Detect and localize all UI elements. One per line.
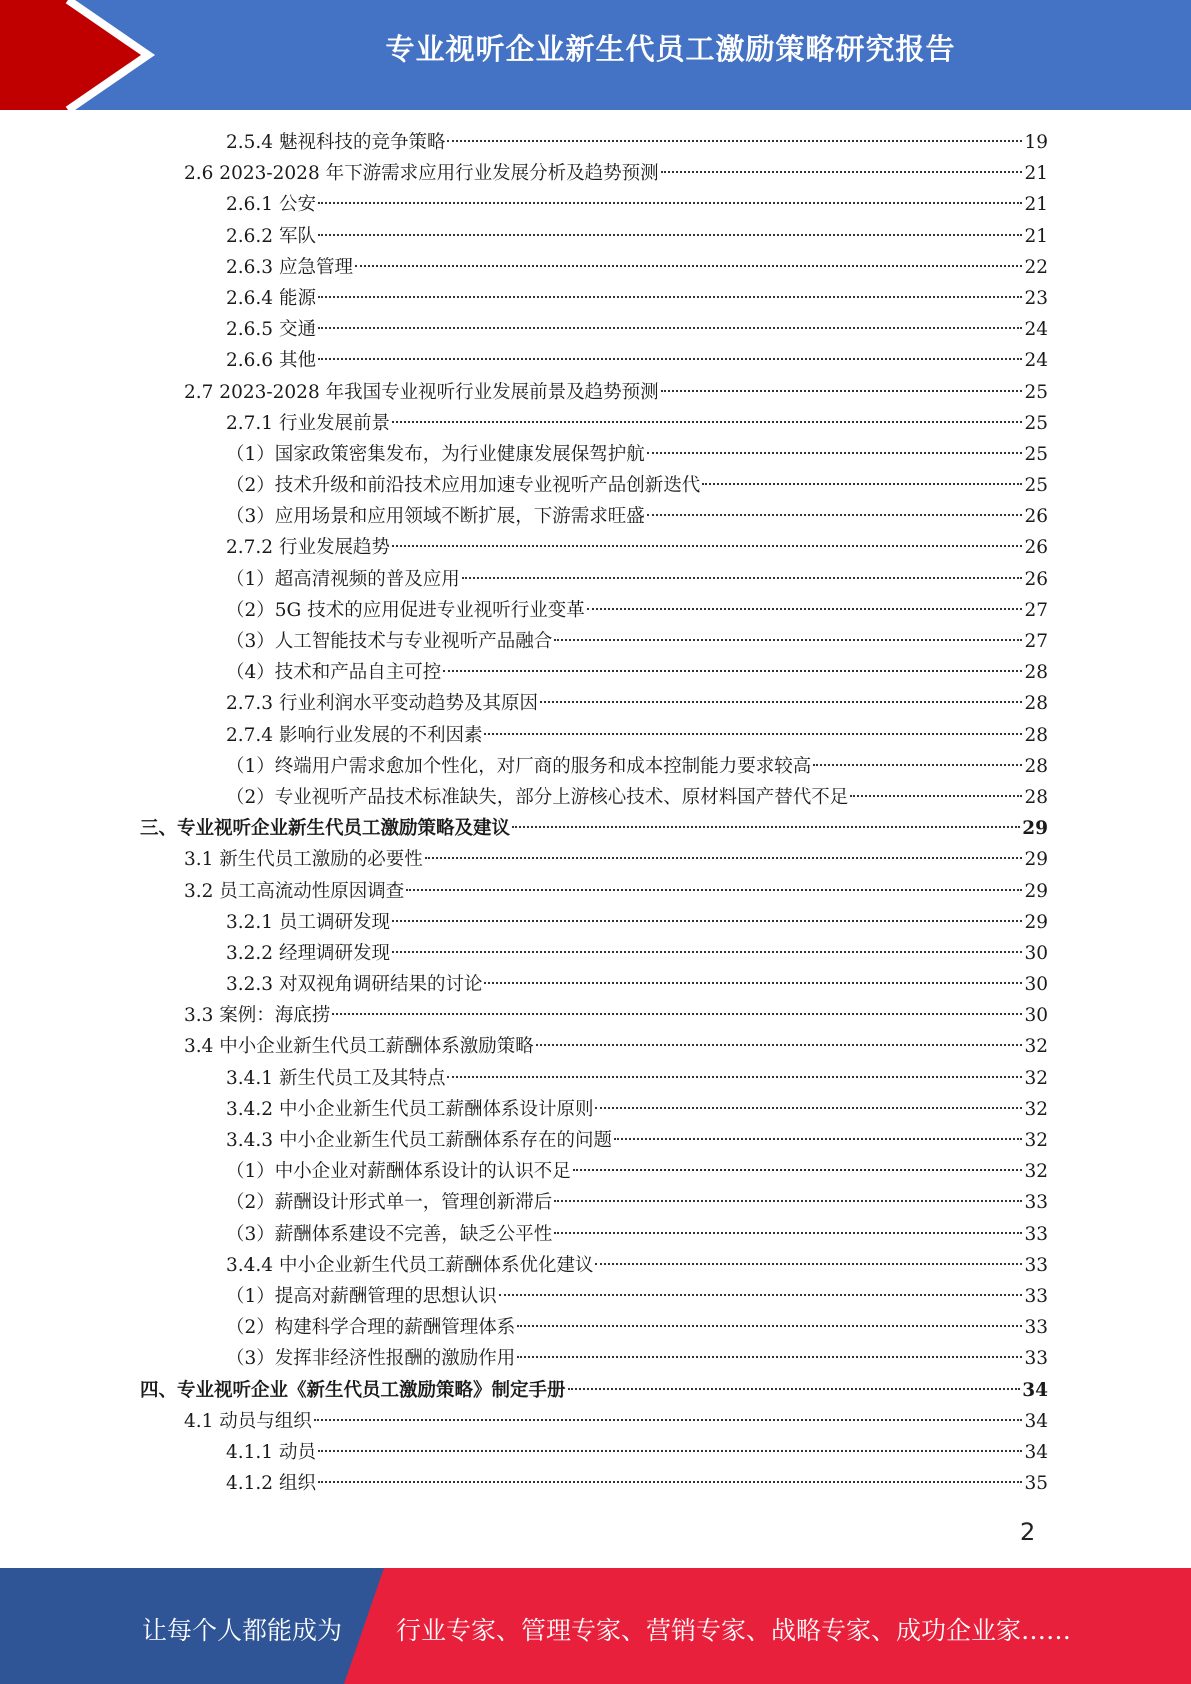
toc-entry[interactable] [140, 844, 1048, 875]
toc-entry-label: 3.4.2 中小企业新生代员工薪酬体系设计原则 [226, 1098, 594, 1120]
toc-entry-label: 三、专业视听企业新生代员工激励策略及建议 [140, 818, 511, 840]
toc-entry-label: 4.1 动员与组织 [184, 1410, 312, 1432]
report-title: 专业视听企业新生代员工激励策略研究报告 [385, 32, 956, 66]
toc-dot-leader [318, 1450, 1023, 1452]
toc-entry-page: 26 [1024, 537, 1048, 559]
toc-entry-label: 2.6.1 公安 [226, 194, 316, 216]
toc-entry-label: 3.3 案例：海底捞 [184, 1005, 331, 1027]
toc-entry-label: （2）薪酬设计形式单一，管理创新滞后 [226, 1192, 553, 1214]
toc-entry-page: 27 [1024, 631, 1048, 652]
toc-dot-leader [318, 202, 1023, 204]
toc-dot-leader [484, 733, 1022, 735]
toc-entry-page: 34 [1022, 1379, 1048, 1401]
toc-dot-leader [447, 1076, 1022, 1078]
toc-entry-page: 32 [1024, 1067, 1048, 1089]
toc-dot-leader [318, 358, 1023, 360]
toc-entry-page: 21 [1024, 225, 1048, 247]
toc-dot-leader [661, 390, 1023, 392]
toc-entry[interactable] [140, 1343, 1048, 1374]
toc-entry-label: （4）技术和产品自主可控 [226, 662, 442, 684]
toc-entry-label: （1）超高清视频的普及应用 [226, 568, 460, 590]
toc-entry-label: 3.2 员工高流动性原因调查 [184, 880, 405, 902]
toc-entry-label: 3.4.4 中小企业新生代员工薪酬体系优化建议 [226, 1254, 594, 1276]
toc-dot-leader [702, 483, 1022, 485]
toc-entry-page: 21 [1024, 194, 1048, 216]
toc-entry-page: 33 [1024, 1254, 1048, 1276]
toc-entry-label: （3）发挥非经济性报酬的激励作用 [226, 1348, 516, 1370]
toc-entry-page: 32 [1024, 1161, 1048, 1183]
toc-entry-page: 32 [1024, 1098, 1048, 1120]
toc-entry-page: 25 [1024, 381, 1048, 403]
toc-entry[interactable] [140, 626, 1048, 657]
toc-dot-leader [850, 795, 1022, 797]
toc-entry[interactable] [140, 377, 1048, 408]
toc-dot-leader [595, 1263, 1022, 1265]
toc-dot-leader [318, 1481, 1023, 1483]
toc-entry-label: 2.7.1 行业发展前景 [226, 412, 390, 434]
toc-entry[interactable] [140, 1250, 1048, 1281]
toc-entry-label: （1）提高对薪酬管理的思想认识 [226, 1285, 497, 1307]
toc-entry-label: 2.6.3 应急管理 [226, 256, 353, 278]
toc-entry-page: 26 [1024, 568, 1048, 590]
toc-entry[interactable] [140, 876, 1048, 907]
toc-entry-page: 28 [1024, 724, 1048, 746]
toc-entry[interactable] [140, 501, 1048, 532]
toc-entry-page: 22 [1024, 256, 1048, 278]
toc-entry[interactable] [140, 1281, 1048, 1312]
toc-entry[interactable] [140, 127, 1048, 158]
toc-entry-label: （2）构建科学合理的薪酬管理体系 [226, 1317, 516, 1339]
toc-entry[interactable] [140, 595, 1048, 626]
toc-entry-page: 21 [1024, 163, 1048, 185]
toc-entry-label: 2.6.5 交通 [226, 319, 316, 341]
toc-dot-leader [447, 140, 1022, 142]
toc-entry-page: 34 [1024, 1410, 1048, 1432]
toc-entry-page: 33 [1024, 1192, 1048, 1214]
toc-entry-page: 23 [1024, 287, 1048, 309]
toc-entry-page: 25 [1024, 412, 1048, 434]
toc-entry[interactable] [140, 1406, 1048, 1437]
toc-dot-leader [573, 1169, 1023, 1171]
toc-entry-page: 32 [1024, 1130, 1048, 1151]
toc-entry-label: （3）应用场景和应用领域不断扩展，下游需求旺盛 [226, 506, 645, 528]
toc-entry[interactable] [140, 751, 1048, 782]
toc-entry-label: 4.1.2 组织 [226, 1473, 316, 1495]
toc-entry-label: 2.7.3 行业利润水平变动趋势及其原因 [226, 693, 538, 715]
toc-entry-label: （1）国家政策密集发布，为行业健康发展保驾护航 [226, 443, 645, 465]
toc-entry-page: 29 [1024, 849, 1048, 871]
toc-entry-label: （2）技术升级和前沿技术应用加速专业视听产品创新迭代 [226, 475, 701, 497]
toc-entry-page: 30 [1024, 942, 1048, 964]
toc-entry-page: 30 [1024, 974, 1048, 996]
toc-entry[interactable] [140, 345, 1048, 376]
toc-entry-page: 25 [1024, 443, 1048, 465]
toc-entry[interactable] [140, 1031, 1048, 1062]
toc-entry[interactable] [140, 221, 1048, 252]
toc-entry-label: 3.2.1 员工调研发现 [226, 911, 390, 933]
toc-entry-label: 2.6.6 其他 [226, 350, 316, 372]
toc-entry-label: 2.6.4 能源 [226, 287, 316, 309]
toc-entry[interactable] [140, 470, 1048, 501]
toc-entry-page: 29 [1024, 911, 1048, 933]
toc-entry[interactable] [140, 1000, 1048, 1031]
toc-entry[interactable] [140, 1094, 1048, 1125]
toc-entry-page: 32 [1024, 1036, 1048, 1058]
toc-entry-page: 25 [1024, 475, 1048, 497]
toc-entry-label: 3.4.3 中小企业新生代员工薪酬体系存在的问题 [226, 1130, 612, 1151]
toc-entry[interactable] [140, 720, 1048, 751]
toc-entry[interactable] [140, 1187, 1048, 1218]
toc-entry[interactable] [140, 1437, 1048, 1468]
toc-entry[interactable] [140, 1375, 1048, 1406]
toc-dot-leader [587, 608, 1023, 610]
toc-entry[interactable] [140, 408, 1048, 439]
toc-dot-leader [392, 421, 1022, 423]
page-header [0, 0, 1191, 110]
toc-entry-label: 3.2.2 经理调研发现 [226, 942, 390, 964]
toc-dot-leader [517, 1356, 1022, 1358]
toc-entry[interactable] [140, 1219, 1048, 1250]
toc-entry[interactable] [140, 938, 1048, 969]
toc-entry-page: 33 [1024, 1285, 1048, 1307]
toc-entry[interactable] [140, 1468, 1048, 1499]
toc-dot-leader [314, 1419, 1023, 1421]
toc-entry-label: 2.7.2 行业发展趋势 [226, 537, 390, 559]
toc-entry-label: 4.1.1 动员 [226, 1441, 316, 1463]
table-of-contents [140, 127, 1048, 1499]
toc-dot-leader [540, 701, 1022, 703]
toc-entry-page: 34 [1024, 1441, 1048, 1463]
toc-dot-leader [661, 171, 1023, 173]
toc-entry-label: 3.4 中小企业新生代员工薪酬体系激励策略 [184, 1036, 534, 1058]
toc-entry-label: 3.4.1 新生代员工及其特点 [226, 1067, 446, 1089]
toc-dot-leader [462, 577, 1023, 579]
toc-entry[interactable] [140, 813, 1048, 844]
toc-entry-page: 33 [1024, 1223, 1048, 1245]
toc-entry[interactable] [140, 969, 1048, 1000]
page-footer [0, 1568, 1191, 1684]
toc-entry[interactable] [140, 688, 1048, 719]
red-arrow-icon [0, 0, 160, 110]
toc-entry-label: （2）5G 技术的应用促进专业视听行业变革 [226, 599, 585, 621]
toc-entry[interactable] [140, 1063, 1048, 1094]
toc-dot-leader [647, 514, 1023, 516]
toc-entry-page: 29 [1022, 818, 1048, 840]
toc-entry-label: （3）人工智能技术与专业视听产品融合 [226, 631, 553, 652]
toc-entry-label: 2.7.4 影响行业发展的不利因素 [226, 724, 483, 746]
toc-dot-leader [406, 889, 1022, 891]
toc-entry-label: 3.2.3 对双视角调研结果的讨论 [226, 974, 483, 996]
toc-dot-leader [517, 1325, 1022, 1327]
toc-entry-label: （2）专业视听产品技术标准缺失，部分上游核心技术、原材料国产替代不足 [226, 786, 849, 808]
toc-dot-leader [318, 234, 1023, 236]
toc-entry[interactable] [140, 907, 1048, 938]
toc-dot-leader [554, 639, 1022, 641]
toc-entry[interactable] [140, 564, 1048, 595]
toc-dot-leader [536, 1044, 1023, 1046]
toc-entry-page: 24 [1024, 350, 1048, 372]
toc-entry[interactable] [140, 657, 1048, 688]
toc-entry-page: 29 [1024, 880, 1048, 902]
toc-entry-label: 3.1 新生代员工激励的必要性 [184, 849, 423, 871]
toc-entry-page: 28 [1024, 755, 1048, 777]
toc-entry-page: 33 [1024, 1317, 1048, 1339]
toc-entry-page: 19 [1024, 132, 1048, 153]
toc-dot-leader [595, 1107, 1022, 1109]
footer-slogan-left: 让每个人都能成为 [142, 1616, 343, 1645]
toc-dot-leader [568, 1388, 1021, 1390]
toc-entry[interactable] [140, 314, 1048, 345]
toc-entry[interactable] [140, 439, 1048, 470]
toc-dot-leader [443, 670, 1022, 672]
toc-entry-label: 2.5.4 魅视科技的竞争策略 [226, 132, 446, 153]
page-number: 2 [1020, 1518, 1036, 1546]
toc-entry[interactable] [140, 782, 1048, 813]
toc-entry-label: （1）终端用户需求愈加个性化，对厂商的服务和成本控制能力要求较高 [226, 755, 812, 777]
toc-entry-label: （3）薪酬体系建设不完善，缺乏公平性 [226, 1223, 553, 1245]
toc-dot-leader [332, 1013, 1022, 1015]
footer-slogan-right: 行业专家、管理专家、营销专家、战略专家、成功企业家…… [396, 1616, 1072, 1645]
toc-dot-leader [392, 920, 1022, 922]
toc-dot-leader [512, 826, 1020, 828]
toc-entry-page: 26 [1024, 506, 1048, 528]
toc-dot-leader [392, 545, 1022, 547]
toc-entry[interactable] [140, 1125, 1048, 1156]
toc-entry[interactable] [140, 283, 1048, 314]
toc-entry-page: 35 [1024, 1473, 1048, 1495]
toc-entry-page: 24 [1024, 319, 1048, 341]
toc-entry[interactable] [140, 1156, 1048, 1187]
toc-entry-page: 27 [1024, 599, 1048, 621]
toc-dot-leader [499, 1294, 1023, 1296]
toc-dot-leader [554, 1232, 1022, 1234]
toc-dot-leader [614, 1138, 1022, 1140]
toc-entry-page: 28 [1024, 662, 1048, 684]
toc-entry-label: 2.7 2023-2028 年我国专业视听行业发展前景及趋势预测 [184, 381, 659, 403]
toc-entry-page: 33 [1024, 1348, 1048, 1370]
toc-dot-leader [813, 764, 1022, 766]
toc-dot-leader [355, 265, 1023, 267]
toc-entry-page: 28 [1024, 693, 1048, 715]
toc-dot-leader [392, 951, 1022, 953]
toc-entry-page: 30 [1024, 1005, 1048, 1027]
toc-entry-label: （1）中小企业对薪酬体系设计的认识不足 [226, 1161, 571, 1183]
toc-dot-leader [318, 327, 1023, 329]
toc-entry[interactable] [140, 532, 1048, 563]
toc-dot-leader [554, 1200, 1022, 1202]
toc-entry[interactable] [140, 158, 1048, 189]
toc-entry-page: 28 [1024, 786, 1048, 808]
toc-entry[interactable] [140, 252, 1048, 283]
toc-dot-leader [318, 296, 1023, 298]
toc-dot-leader [425, 857, 1023, 859]
toc-dot-leader [484, 982, 1022, 984]
toc-dot-leader [647, 452, 1023, 454]
toc-entry[interactable] [140, 189, 1048, 220]
toc-entry[interactable] [140, 1312, 1048, 1343]
toc-entry-label: 2.6.2 军队 [226, 225, 316, 247]
toc-entry-label: 四、专业视听企业《新生代员工激励策略》制定手册 [140, 1379, 566, 1401]
toc-entry-label: 2.6 2023-2028 年下游需求应用行业发展分析及趋势预测 [184, 163, 659, 185]
